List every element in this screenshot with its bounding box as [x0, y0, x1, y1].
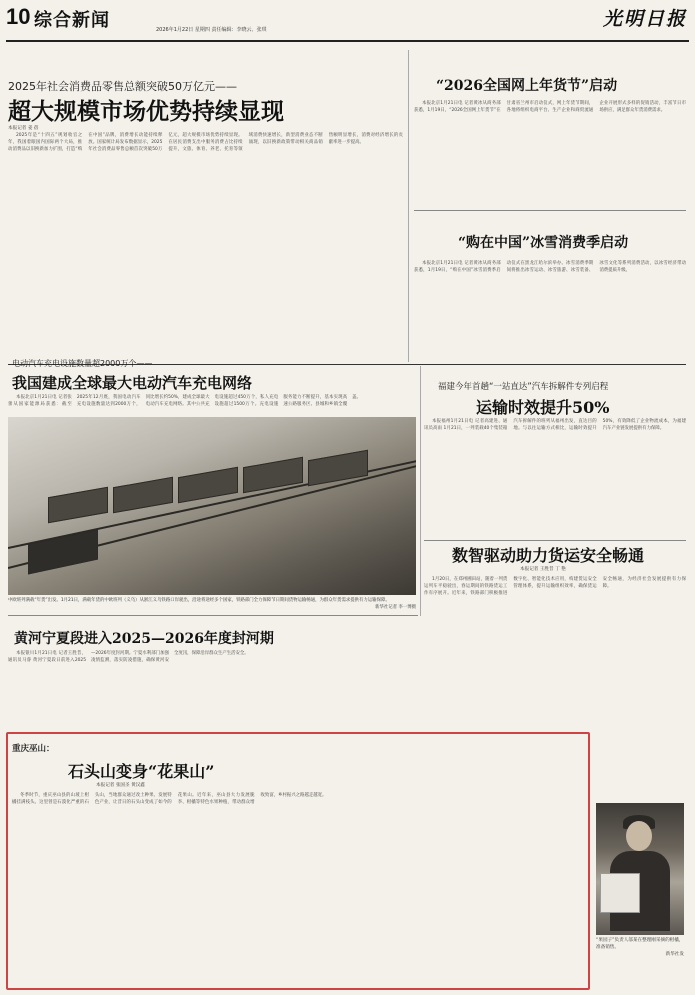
article7-title: 黄河宁夏段进入2025—2026年度封河期	[14, 631, 274, 647]
page-number: 10	[6, 4, 31, 29]
column-divider	[420, 366, 421, 616]
article2-title: “2026全国网上年货节”启动	[436, 78, 618, 94]
date-editor-line: 2026年1月22日 星期四 责任编辑：李晓云、张琪	[156, 27, 267, 33]
newspaper-logo: 光明日报	[602, 8, 687, 30]
section-divider	[8, 615, 418, 616]
feature-body: 冬季时节，重庆巫山县的山坡上柑橘挂满枝头。这里曾是石漠化严重的石头山，当地群众通过改土种果、发展特色产业，让昔日的石头山变成了如今的花果山。近年来，巫山县大力发展脆李、柑橘等特色水果种植，带动群众增收致富，乡村振兴之路越走越宽。	[12, 793, 327, 806]
article2-body: 本报北京1月21日电 记者黄冰从商务部获悉，1月19日，“2026全国网上年货节”在甘肃省兰州市启动仪式，网上年货节期间，各地将组织电商平台、生产企业和商贸流通企业开展形式多样的促销活动，丰富节日市场供应，满足群众年货消费需求。	[414, 101, 686, 114]
feature-location: 重庆巫山：	[12, 744, 55, 754]
section-divider	[424, 540, 686, 541]
header-rule	[6, 40, 689, 42]
feature-photo-credit: 新华社发	[665, 952, 684, 957]
photo-caption: 中欧班列满载“年货”出发。1月21日，满载年货的中欧班列（义乌）从浙江义乌铁路口岸驶出，沿途将途经多个国家，铁路部门全力保障节日期间货物运输畅通，为群众年货需求提供有力运输保障。 新华社记者 李一博摄	[8, 598, 416, 610]
article1-body: 2025年是“十四五”规划收官之年，我国着眼国内国际两个大局，推动消费品以旧换新加力扩围，打造“购在中国”品牌，消费增长动能持续释放。国家统计局发布数据显示，2025年社会消费品零售总额首次突破50万亿元，超大规模市场优势持续显现。在居民消费支出中服务消费占比持续提升，文旅、体育、养老、托育等领域消费快速增长，新型消费业态不断涌现，以旧换新政策带动相关商品销售额明显增长，消费对经济增长的贡献率进一步提高。	[8, 133, 403, 153]
article3-body: 本报北京1月21日电 记者黄冰从商务部获悉，1月19日，“购在中国”冰雪消费季启动仪式在黑龙江哈尔滨举办。冰雪消费季期间将推出冰雪运动、冰雪旅游、冰雪装备、冰雪文化等系列消费活动，以冰雪经济带动消费提质升级。	[414, 261, 686, 274]
article6-body: 1月20日，在郑州圃田站，随着一列货运列车平稳驶出，春运期间的铁路货运工作有序展开。近年来，铁路部门积极推进数字化、智能化技术应用，构建货运安全管理体系，提升运输组织效率，确保货运安全畅通，为经济社会发展提供有力保障。	[424, 577, 686, 597]
article5-kicker: 福建今年首趟“一站直达”汽车拆解件专列启程	[438, 382, 609, 392]
feature-photo	[596, 803, 684, 935]
article3-title: “购在中国”冰雪消费季启动	[458, 235, 629, 251]
article1-byline: 本报记者 姜 蓓	[8, 126, 39, 131]
feature-byline: 本报记者 张国圣 黄汉鑫	[96, 783, 145, 788]
article7-body: 本报银川1月21日电 记者王胜昔，通讯员马睿 黄河宁夏段日前进入2025—2026年度封河期。宁夏水利部门加强凌情监测，落实防凌措施，确保黄河安全度汛，保障沿岸群众生产生活安全。	[8, 651, 249, 664]
article6-title: 数智驱动助力货运安全畅通	[452, 546, 645, 565]
feature-title: 石头山变身“花果山”	[68, 762, 215, 781]
article4-title: 我国建成全球最大电动汽车充电网络	[12, 374, 253, 392]
article1-title: 超大规模市场优势持续显现	[8, 98, 284, 125]
article4-kicker: 电动汽车充电设施数量超2000万个——	[12, 359, 153, 368]
section-title: 综合新闻	[34, 10, 110, 31]
photo-credit: 新华社记者 李一博摄	[375, 604, 416, 610]
article4-body: 本报北京1月21日电 记者张蕾从国家能源局获悉：截至2025年12月底，我国电动汽车充电设施数量达到2000万个，同比增长约50%，建成全球最大电动汽车充电网络。其中公共充电设施超过450万个，私人充电设施超过1500万个。充电设施服务能力不断提升，基本实现高速公路服务区、县城和乡镇全覆盖。	[8, 395, 361, 408]
article6-byline: 本报记者 王胜昔 丁 艳	[520, 567, 566, 572]
feature-photo-caption: “果园子”负责人邬某在整理刚采摘的柑橘，准备销售。 新华社发	[596, 938, 684, 957]
article1-kicker: 2025年社会消费品零售总额突破50万亿元——	[8, 80, 237, 93]
article5-title: 运输时效提升50%	[476, 398, 610, 417]
freight-train-photo	[8, 417, 416, 595]
article5-body: 本报福州1月21日电 记者高建进、通讯员高雨 1月21日，一列装载40个集装箱汽车拆解件的班列从福州出发，直达目的地。与以往运输方式相比，运输时效提升50%，有效降低了企业物流成本，为福建汽车产业链发展提供有力保障。	[424, 419, 686, 432]
section-divider	[414, 210, 686, 211]
column-divider	[408, 50, 409, 362]
